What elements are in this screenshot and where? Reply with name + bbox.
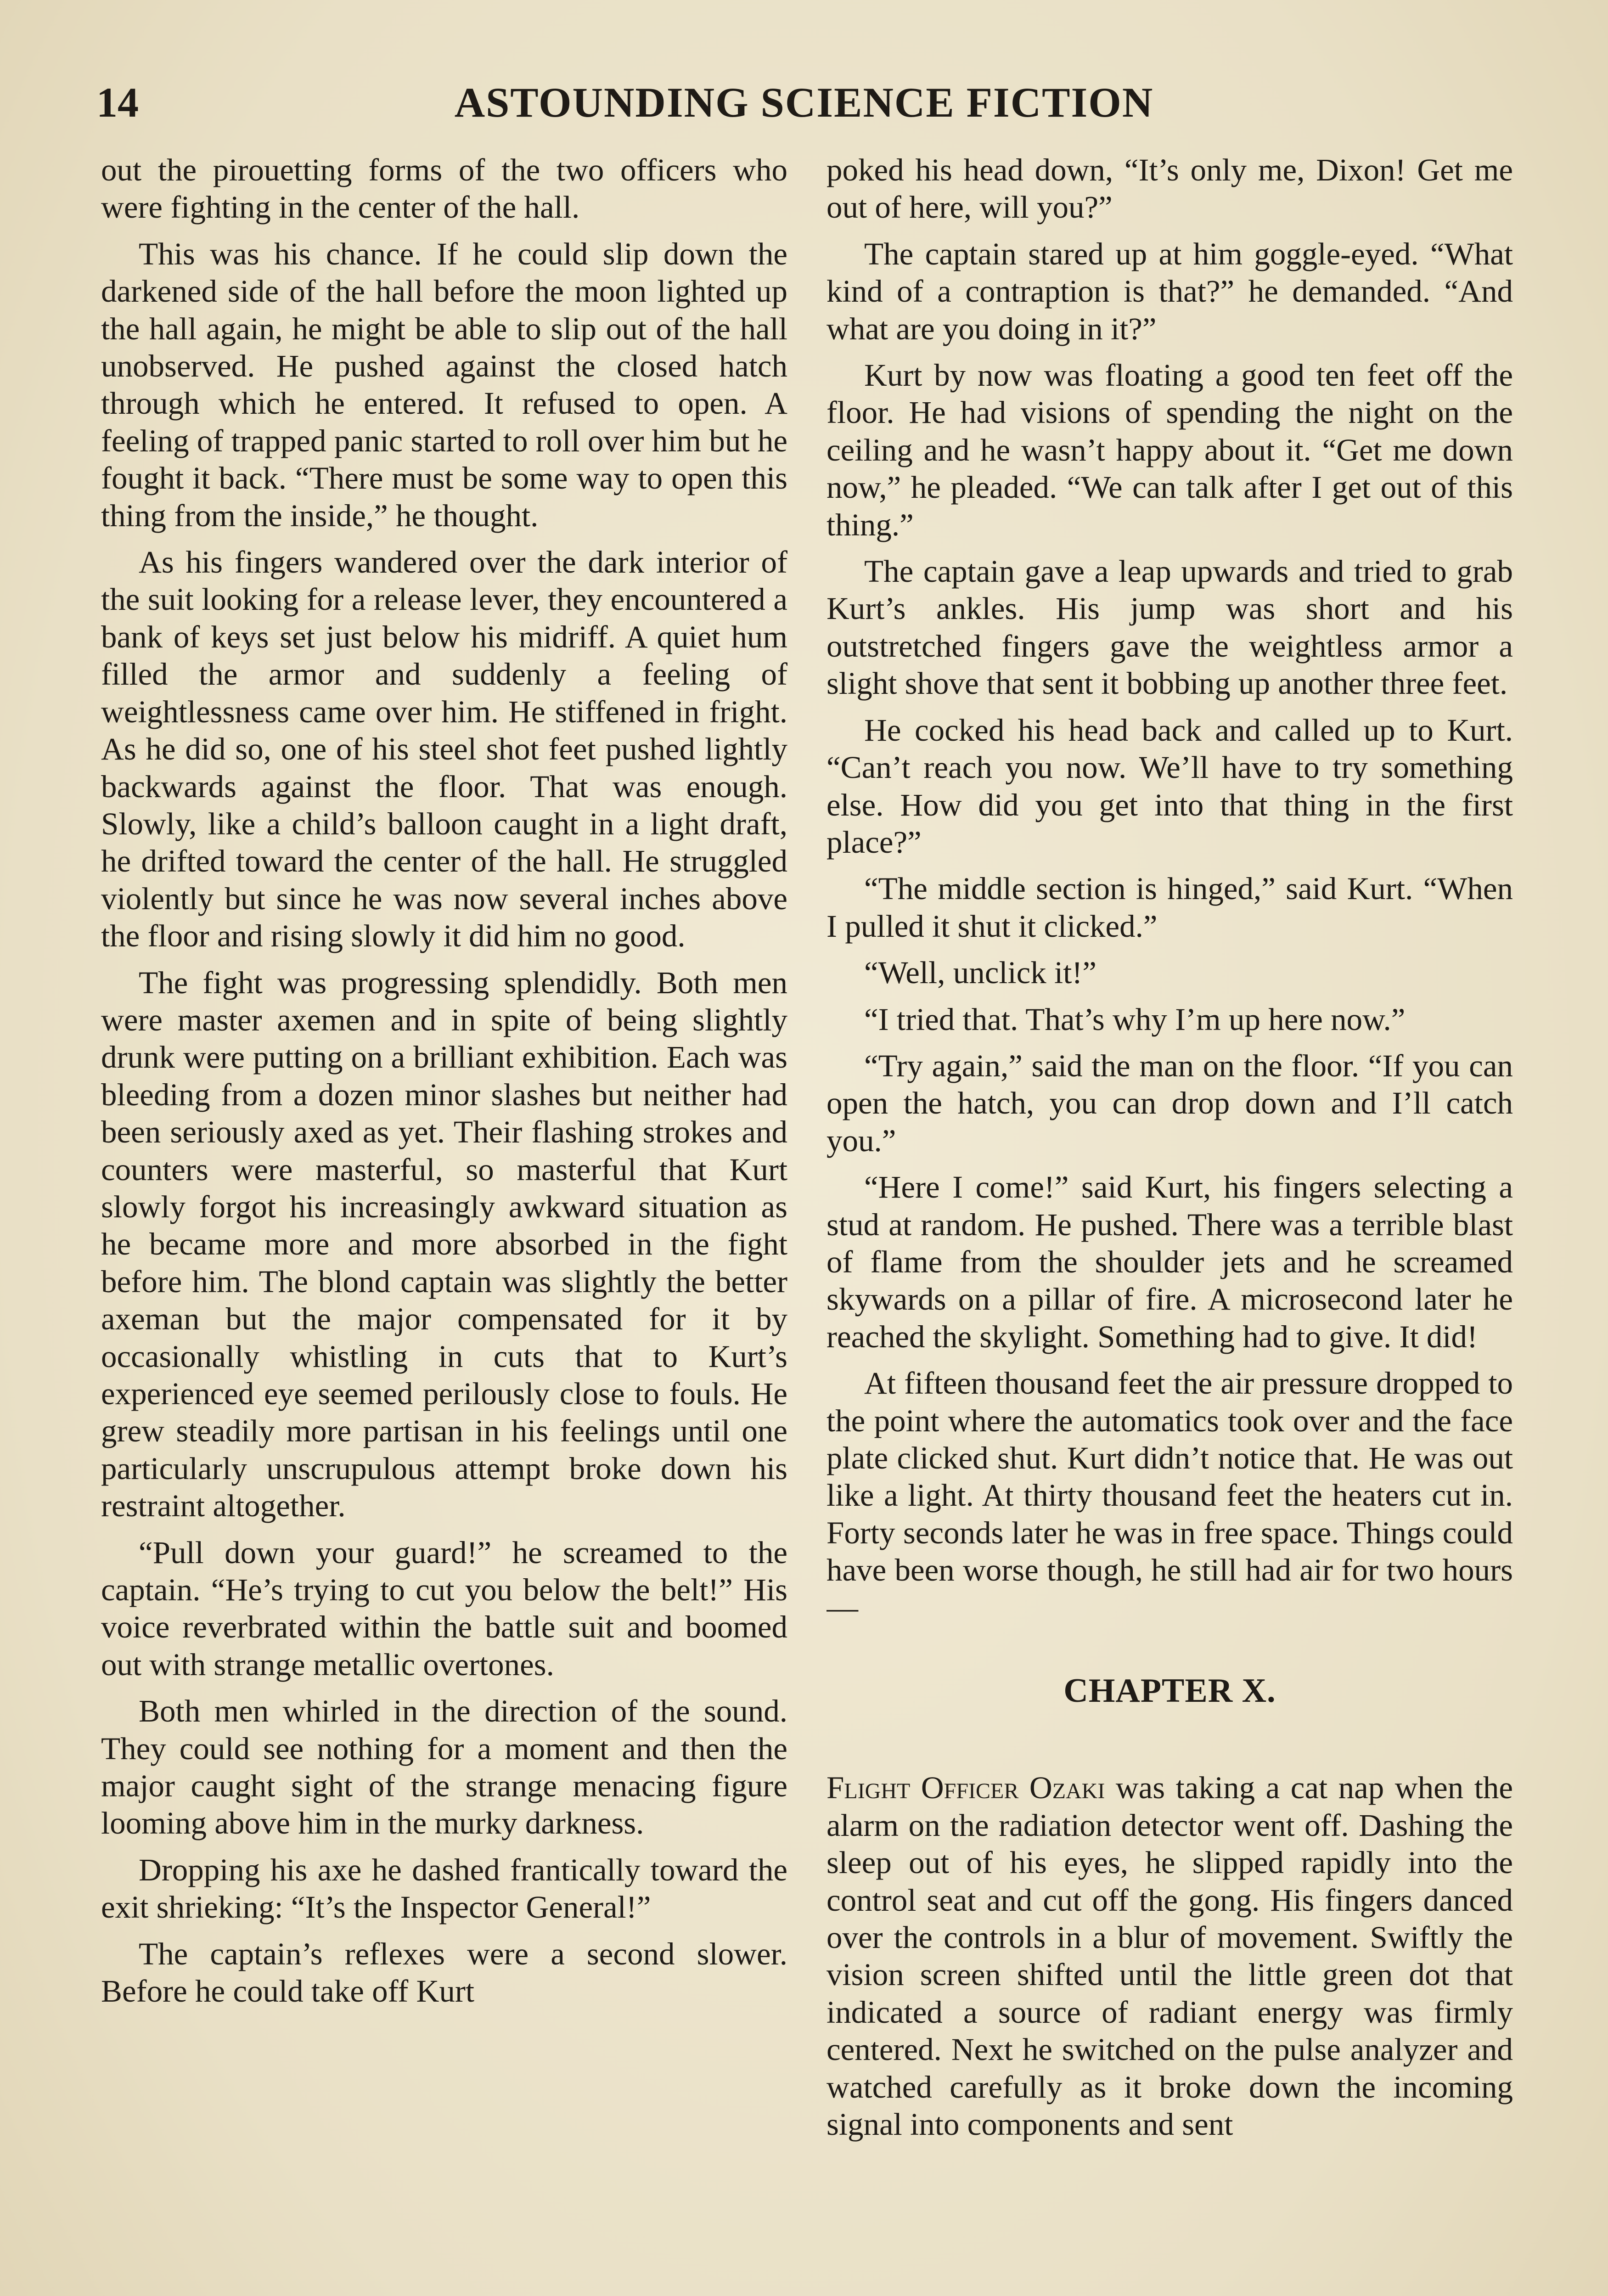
paragraph: The fight was progressing splendidly. Both men were master axemen and in spite of being slightly drunk were putting on a brilliant exhibition. Each was bleeding from a dozen minor slashes but neither had been seriously axed as yet. Their flashing strokes and counters were masterful, so masterful that Kurt slowly forgot his increasingly awkward situation as he became more and more absorbed in the fight before him. The blond captain was slightly the better axeman but the major compensated for it by occasionally whistling in cuts that to Kurt’s experienced eye seemed perilously close to fouls. He grew steadily more partisan in his feelings until one particularly unscrupulous attempt broke down his restraint altogether. — [101, 965, 787, 1524]
paragraph: “I tried that. That’s why I’m up here now.” — [864, 1002, 1406, 1037]
paragraph: “The middle section is hinged,” said Kurt. “When I pulled it shut it clicked.” — [826, 871, 1513, 944]
paragraph: Dropping his axe he dashed frantically toward the exit shrieking: “It’s the Inspector General!” — [101, 1852, 787, 1925]
running-head: ASTOUNDING SCIENCE FICTION — [454, 79, 1154, 126]
paragraph: At fifteen thousand feet the air pressure dropped to the point where the automatics took over and the face plate clicked shut. Kurt didn’t notice that. He was out like a light. At thirty thousand feet the heaters cut in. Forty seconds later he was in free space. Things could have been worse though, he still had air for two hours— — [826, 1366, 1513, 1625]
paragraph: The captain’s reflexes were a second slower. Before he could take off Kurt — [101, 1936, 787, 2009]
paragraph: poked his head down, “It’s only me, Dixon! Get me out of here, will you?” — [826, 152, 1513, 225]
paragraph: out the pirouetting forms of the two officers who were fighting in the center of the hall. — [101, 152, 787, 225]
paragraph: The captain stared up at him goggle-eyed. “What kind of a contraption is that?” he demanded. “And what are you doing in it?” — [826, 236, 1513, 346]
paragraph: The captain gave a leap upwards and tried to grab Kurt’s ankles. His jump was short and his outstretched fingers gave the weightless armor a slight shove that sent it bobbing up another three feet. — [826, 554, 1513, 701]
paragraph: He cocked his head back and called up to Kurt. “Can’t reach you now. We’ll have to try something else. How did you get into that thing in the first place?” — [826, 712, 1513, 860]
paragraph: “Pull down your guard!” he screamed to the captain. “He’s trying to cut you below the belt!” His voice reverbrated within the battle suit and boomed out with strange metallic overtones. — [101, 1535, 787, 1682]
paragraph: “Well, unclick it!” — [864, 955, 1096, 990]
chapter-opening-paragraph — [826, 1769, 1513, 2143]
paragraph: Both men whirled in the direction of the sound. They could see nothing for a moment and then the major caught sight of the strange menacing figure looming above him in the murky darkness. — [101, 1694, 787, 1841]
paragraph: This was his chance. If he could slip down the darkened side of the hall before the moon lighted up the hall again, he might be able to slip out of the hall unobserved. He pushed against the closed hatch through which he entered. It refused to open. A feeling of trapped panic started to roll over him but he fought it back. “There must be some way to open this thing from the inside,” he thought. — [101, 236, 787, 533]
left-column — [101, 152, 787, 2296]
page-number: 14 — [96, 79, 139, 126]
paragraph: Kurt by now was floating a good ten feet off the floor. He had visions of spending the night on the ceiling and he wasn’t happy about it. “Get me down now,” he pleaded. “We can talk after I get out of this thing.” — [826, 358, 1513, 542]
paragraph: “Try again,” said the man on the floor. “If you can open the hatch, you can drop down and I’ll catch you.” — [826, 1048, 1513, 1158]
page-header — [96, 73, 1512, 138]
chapter-heading: CHAPTER X. — [1063, 1672, 1276, 1710]
right-column — [826, 152, 1513, 2296]
paragraph: As his fingers wandered over the dark interior of the suit looking for a release lever, they encountered a bank of keys set just below his midriff. A quiet hum filled the armor and suddenly a feeling of weightlessness came over him. He stiffened in fright. As he did so, one of his steel shot feet pushed lightly backwards against the floor. That was enough. Slowly, like a child’s balloon caught in a light draft, he drifted toward the center of the hall. He struggled violently but since he was now several inches above the floor and rising slowly it did him no good. — [101, 545, 787, 954]
paragraph: “Here I come!” said Kurt, his fingers selecting a stud at random. He pushed. There was a terrible blast of flame from the shoulder jets and he screamed skywards on a pillar of fire. A microsecond later he reached the skylight. Something had to give. It did! — [826, 1170, 1513, 1354]
chapter-lead-in: Flight Officer Ozaki — [826, 1770, 1105, 1806]
chapter-paragraph-text: was taking a cat nap when the alarm on the radiation detector went off. Dashing the sleep out of his eyes, he slipped rapidly into the control seat and cut off the gong. His fingers danced over the controls in a blur of movement. Swiftly the vision screen shifted until the little green dot that indicated a source of radiant energy was firmly centered. Next he switched on the pulse analyzer and watched carefully as it broke down the incoming signal into components and sent — [826, 1770, 1513, 2142]
